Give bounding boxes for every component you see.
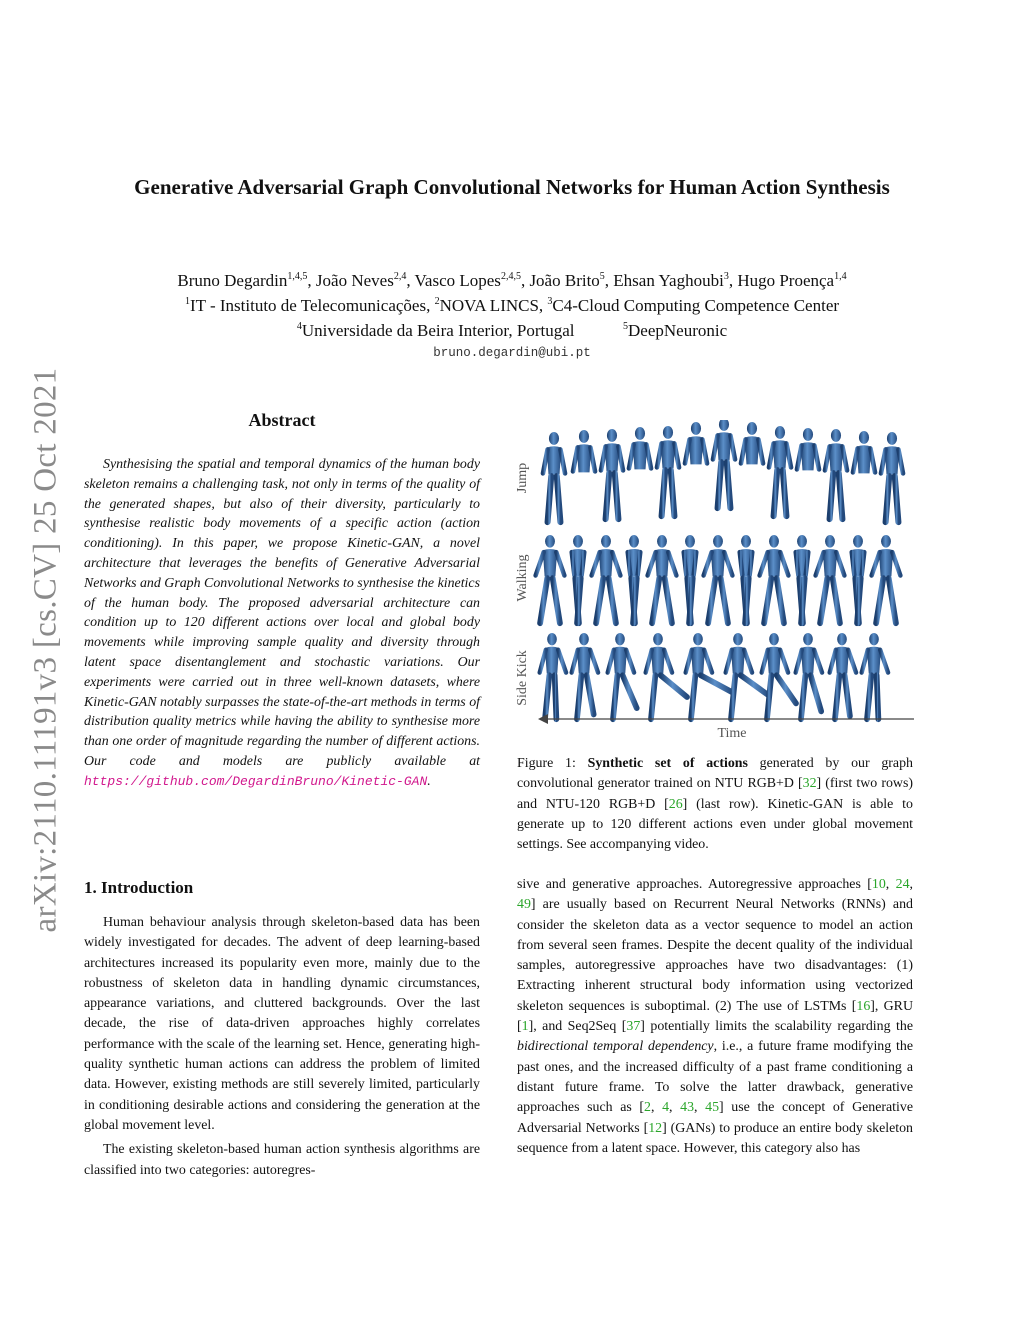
figure-1-graphic bbox=[512, 420, 922, 745]
citation-link[interactable]: 43 bbox=[680, 1100, 695, 1116]
author: Vasco Lopes bbox=[414, 271, 501, 290]
text: , i.e., a future frame modifying the past ones, and the increased difficulty of a past frame conditioning a distant future frame. To solve the latter drawback, generative approaches such as [ bbox=[517, 1039, 913, 1116]
paragraph: The existing skeleton-based human action synthesis algorithms are classified into two categories: autoregres- bbox=[84, 1142, 480, 1178]
citation-link[interactable]: 12 bbox=[648, 1120, 663, 1136]
jump-figure bbox=[601, 429, 623, 519]
walking-figure bbox=[739, 535, 753, 623]
affiliation: DeepNeuronic bbox=[628, 321, 728, 340]
aff-num: 3 bbox=[547, 296, 553, 307]
abstract-text: Synthesising the spatial and temporal dynamics of the human body skeleton remains a challenging task, not only in terms of the quality of the generated shapes, but also of their diversity, particularly to synthesise realistic body movements of a specific action (action conditioning). In this paper, we propose Kinetic-GAN, a novel architecture that leverages the benefits of Generative Adversarial Networks and Graph Convolutional Networks to synthesise the kinetics of the human body. The proposed adversarial architecture can condition up to 120 different actions over local and global body movements while improving sample quality and diversity through latent space disentanglement and stochastic variations. Our experiments were carried out in three well-known datasets, where Kinetic-GAN notably surpasses the state-of-the-art methods in terms of distribution quality metrics while having the ability to synthesise more than one order of magnitude regarding the number of different actions. Our code and models are publicly available at bbox=[84, 457, 480, 769]
figure-1 bbox=[512, 420, 922, 745]
jump-figure bbox=[797, 428, 819, 518]
author: Ehsan Yaghoubi bbox=[613, 271, 724, 290]
side-kick-figure bbox=[862, 633, 888, 719]
paragraph: Human behaviour analysis through skeleton-based data has been widely investigated for decades. The advent of deep learning-based architectures increased its popularity even more, mainly due to the robustness of skeleton data in handling dynamic circumstances, appearance variations, and cluttered backgrounds. Over the last decade, the rise of data-driven approaches highly correlates performance with the scale of the learning set. Hence, generating high-quality synthetic human actions can address the problem of limited data. However, existing methods are still severely limited, particularly in conditioning desirable actions and considering the generation at the global movement level. bbox=[84, 915, 480, 1133]
text: , bbox=[909, 877, 914, 892]
author-aff: 5 bbox=[599, 271, 605, 282]
author: Hugo Proença bbox=[737, 271, 835, 290]
affiliation-line-2 bbox=[60, 318, 964, 343]
citation-link[interactable]: 32 bbox=[802, 776, 817, 792]
jump-figure bbox=[629, 427, 651, 517]
text: ] use the concept of Generative Adversarial Networks [ bbox=[517, 1100, 913, 1136]
text: , bbox=[650, 1100, 663, 1116]
side-kick-figure bbox=[762, 633, 796, 719]
jump-figure bbox=[769, 426, 791, 516]
author-aff: 2,4 bbox=[393, 271, 407, 282]
figure-1-caption bbox=[517, 754, 913, 855]
text: ] are usually based on Recurrent Neural Networks (RNNs) and consider the skeleton data as a vector sequence to model an action from several seen frames. Despite the decent quality of the individual samples, autoregressive approaches have two disadvantages: (1) Extracting inherent structural body information using vectorized skeleton sequences is suboptimal. (2) The use of LSTMs [ bbox=[517, 897, 913, 1014]
affiliation: IT - Instituto de Telecomunicações bbox=[189, 296, 427, 315]
side-kick-figure bbox=[608, 633, 637, 719]
walking-figure bbox=[704, 535, 733, 623]
arxiv-id: arXiv:2110.11191v3 [cs.CV] 25 Oct 2021 bbox=[27, 367, 64, 933]
citation-link[interactable]: 45 bbox=[705, 1100, 720, 1116]
text: , bbox=[669, 1100, 681, 1116]
jump-figure bbox=[825, 429, 847, 519]
caption-prefix: Figure 1: bbox=[517, 756, 588, 771]
abstract-heading: Abstract bbox=[248, 410, 316, 430]
row-label-walking: Walking bbox=[515, 554, 530, 602]
citation-link[interactable]: 24 bbox=[895, 877, 910, 892]
jump-figure bbox=[741, 422, 763, 512]
walking-figure bbox=[851, 535, 865, 623]
author-email[interactable]: bruno.degardin@ubi.pt bbox=[433, 346, 591, 360]
caption-text: generated by our graph convolutional generator trained on NTU RGB+D [ bbox=[517, 756, 913, 792]
text: ] potentially limits the scalability regarding the bbox=[640, 1019, 913, 1035]
walking-figure bbox=[683, 535, 697, 623]
author-aff: 3 bbox=[723, 271, 729, 282]
row-label-side-kick: Side Kick bbox=[515, 650, 530, 706]
walking-figure bbox=[648, 535, 677, 623]
jump-figure bbox=[713, 420, 735, 508]
affiliation: Universidade da Beira Interior, Portugal bbox=[301, 321, 575, 340]
author: João Neves bbox=[315, 271, 394, 290]
walking-figure bbox=[760, 535, 789, 623]
side-kick-figure bbox=[726, 633, 769, 719]
right-column-text bbox=[517, 875, 913, 1159]
citation-link[interactable]: 16 bbox=[856, 998, 871, 1014]
side-kick-figure bbox=[646, 633, 687, 719]
citation-link[interactable]: 10 bbox=[871, 877, 886, 892]
jump-figure bbox=[543, 432, 565, 522]
jump-figure bbox=[685, 422, 707, 512]
section-heading-introduction: 1. Introduction bbox=[84, 878, 194, 897]
walking-figure bbox=[592, 535, 621, 623]
author: Bruno Degardin bbox=[177, 271, 288, 290]
side-kick-figure bbox=[540, 633, 566, 719]
author-aff: 2,4,5 bbox=[500, 271, 521, 282]
paragraph bbox=[517, 875, 913, 1159]
text: , bbox=[694, 1100, 706, 1116]
citation-link[interactable]: 37 bbox=[626, 1019, 641, 1035]
text: ], GRU [ bbox=[517, 998, 913, 1035]
citation-link[interactable]: 26 bbox=[668, 796, 683, 812]
side-kick-figure bbox=[796, 633, 822, 719]
author-list: Bruno Degardin$^{1,4,5}$, João Neves$^{2,4}$, Vasco Lopes$^{2,4,5}$, João Brito$^5$, Ehsan Yaghoubi$^3$, Hugo Proença$^{1,4}$ bbox=[177, 271, 847, 290]
affiliation-line-1: $^1$IT - Instituto de Telecomunicações, $^2$NOVA LINCS, $^3$C4-Cloud Computing Competence Center bbox=[184, 296, 840, 315]
text: ], and Seq2Seq [ bbox=[528, 1019, 627, 1035]
caption-text: ] (last row). Kinetic-GAN is able to generate up to 120 different actions even under global movement settings. See accompanying video. bbox=[517, 796, 913, 853]
jump-figure bbox=[573, 430, 595, 520]
side-kick-figure bbox=[830, 633, 856, 719]
aff-num: 4 bbox=[296, 321, 302, 332]
side-kick-figure bbox=[686, 633, 733, 719]
walking-figure bbox=[571, 535, 585, 623]
walking-figure bbox=[872, 535, 901, 623]
citation-link[interactable]: 49 bbox=[517, 897, 531, 913]
caption-text: ] (first two rows) and NTU-120 RGB+D [ bbox=[517, 776, 913, 812]
author-aff: 1,4 bbox=[834, 271, 847, 282]
affiliation: C4-Cloud Computing Competence Center bbox=[552, 296, 840, 315]
citation-link[interactable]: 2 bbox=[644, 1100, 651, 1116]
text: sive and generative approaches. Autoregressive approaches [ bbox=[517, 877, 872, 892]
paper-title: Generative Adversarial Graph Convolutional Networks for Human Action Synthesis bbox=[134, 175, 890, 199]
walking-figure bbox=[795, 535, 809, 623]
jump-figure bbox=[853, 431, 875, 521]
jump-figure bbox=[657, 426, 679, 516]
skeleton-figures bbox=[536, 420, 903, 719]
citation-link[interactable]: 4 bbox=[662, 1100, 670, 1116]
emphasis: bidirectional temporal dependency bbox=[517, 1039, 714, 1055]
side-kick-figure bbox=[572, 633, 598, 719]
caption-bold: Synthetic set of actions bbox=[587, 756, 748, 771]
walking-figure bbox=[816, 535, 845, 623]
jump-figure bbox=[881, 432, 903, 522]
abstract-end: . bbox=[427, 773, 431, 789]
author-aff: 1,4,5 bbox=[287, 271, 308, 282]
citation-link[interactable]: 1 bbox=[521, 1019, 529, 1035]
author-block bbox=[60, 268, 964, 343]
row-label-jump: Jump bbox=[515, 462, 530, 494]
code-link[interactable]: https://github.com/DegardinBruno/Kinetic-GAN bbox=[84, 773, 428, 789]
aff-num: 5 bbox=[623, 321, 629, 332]
author: João Brito bbox=[529, 271, 600, 290]
introduction-text bbox=[84, 913, 480, 1185]
text: , bbox=[885, 877, 896, 892]
walking-figure bbox=[536, 535, 565, 623]
affiliation: NOVA LINCS bbox=[439, 296, 539, 315]
aff-num: 2 bbox=[434, 296, 440, 307]
abstract-body bbox=[84, 455, 480, 792]
walking-figure bbox=[627, 535, 641, 623]
text: ] (GANs) to produce an entire body skeleton sequence from a latent space. However, this category also has bbox=[517, 1120, 914, 1156]
time-axis-label: Time bbox=[717, 726, 747, 741]
aff-num: 1 bbox=[184, 296, 190, 307]
